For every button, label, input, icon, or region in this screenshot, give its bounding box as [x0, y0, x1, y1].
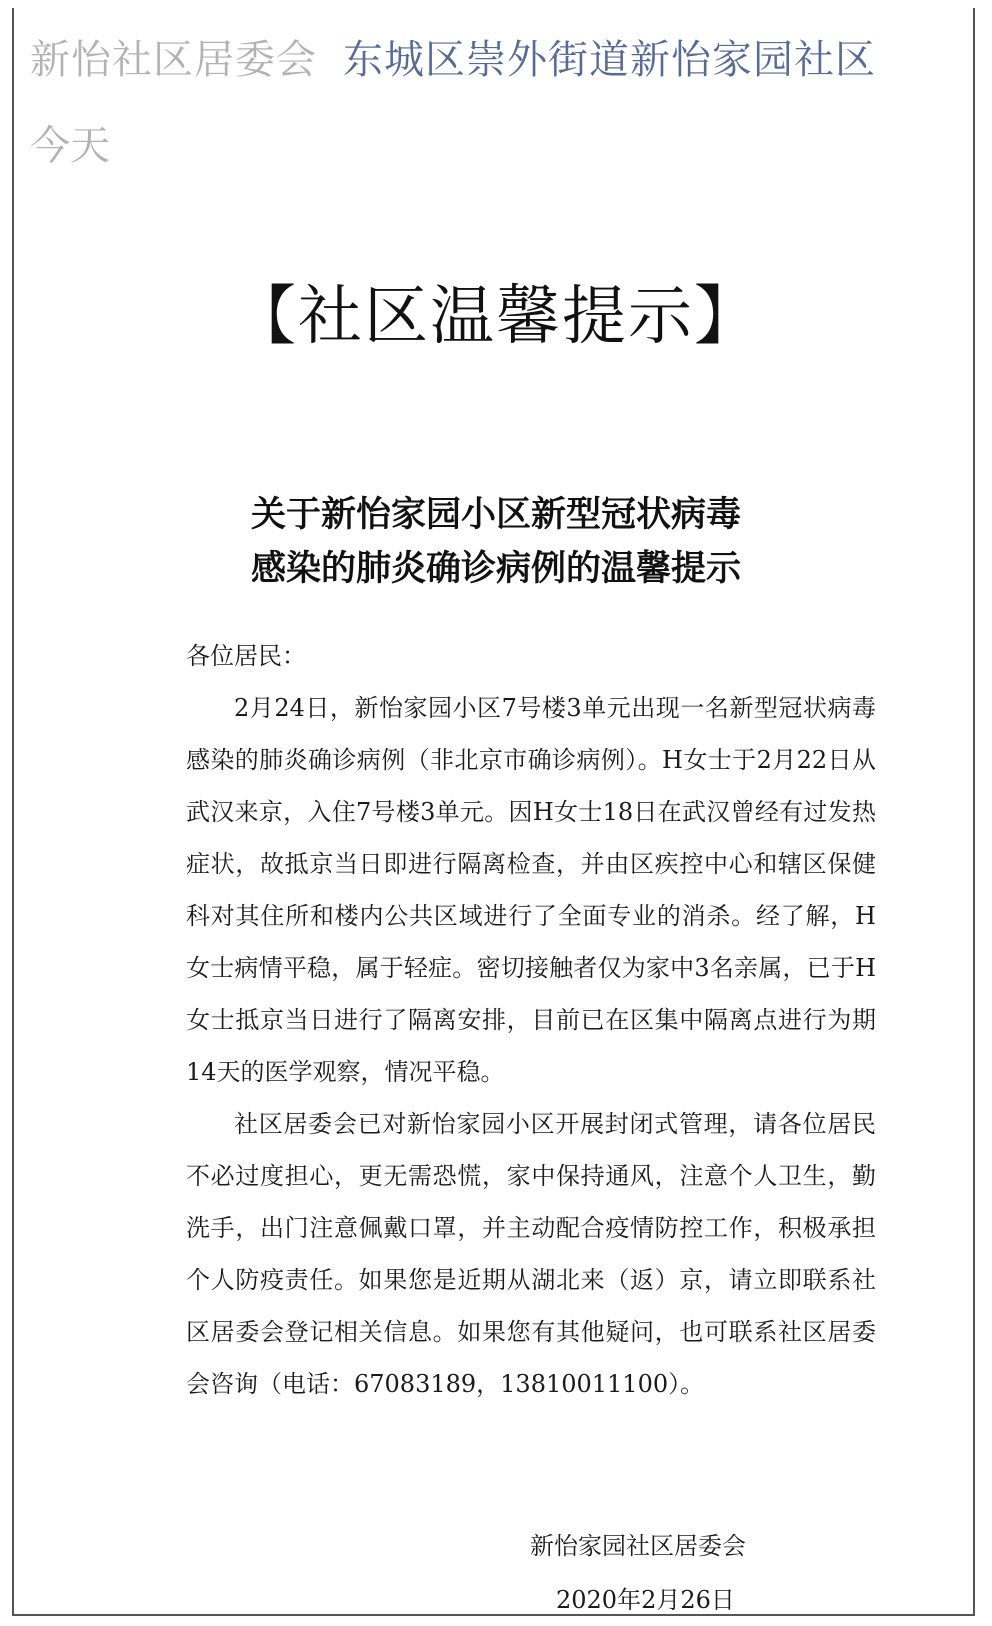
document-title-line1: 关于新怡家园小区新型冠状病毒: [250, 494, 741, 535]
document-title-line2: 感染的肺炎确诊病例的温馨提示: [250, 548, 741, 589]
document-body: [186, 630, 876, 1410]
account-name[interactable]: 新怡社区居委会: [30, 37, 317, 83]
org-link[interactable]: 东城区崇外街道新怡家园社区: [343, 37, 876, 83]
paragraph-2: 社区居委会已对新怡家园小区开展封闭式管理，请各位居民不必过度担心，更无需恐慌，家中保持通风，注意个人卫生，勤洗手，出门注意佩戴口罩，并主动配合疫情防控工作，积极承担个人防疫责任。如果您是近期从湖北来（返）京，请立即联系社区居委会登记相关信息。如果您有其他疑问，也可联系社区居委会咨询（电话：67083189，13810011100）。: [186, 1110, 876, 1398]
banner-title: 【社区温馨提示】: [232, 280, 760, 354]
signature-date: 2020年2月26日: [556, 1586, 735, 1614]
signature: 新怡家园社区居委会: [530, 1532, 746, 1560]
publish-date: 今天: [30, 123, 110, 169]
document-title: [0, 488, 992, 596]
paragraph-1: 2月24日，新怡家园小区7号楼3单元出现一名新型冠状病毒感染的肺炎确诊病例（非北京市确诊病例）。H女士于2月22日从武汉来京，入住7号楼3单元。因H女士18日在武汉曾经有过发热症状，故抵京当日即进行隔离检查，并由区疾控中心和辖区保健科对其住所和楼内公共区域进行了全面专业的消杀。经了解，H女士病情平稳，属于轻症。密切接触者仅为家中3名亲属，已于H女士抵京当日进行了隔离安排，目前已在区集中隔离点进行为期14天的医学观察，情况平稳。: [186, 694, 876, 1086]
article-header: [30, 32, 876, 88]
salutation: 各位居民：: [186, 642, 306, 670]
